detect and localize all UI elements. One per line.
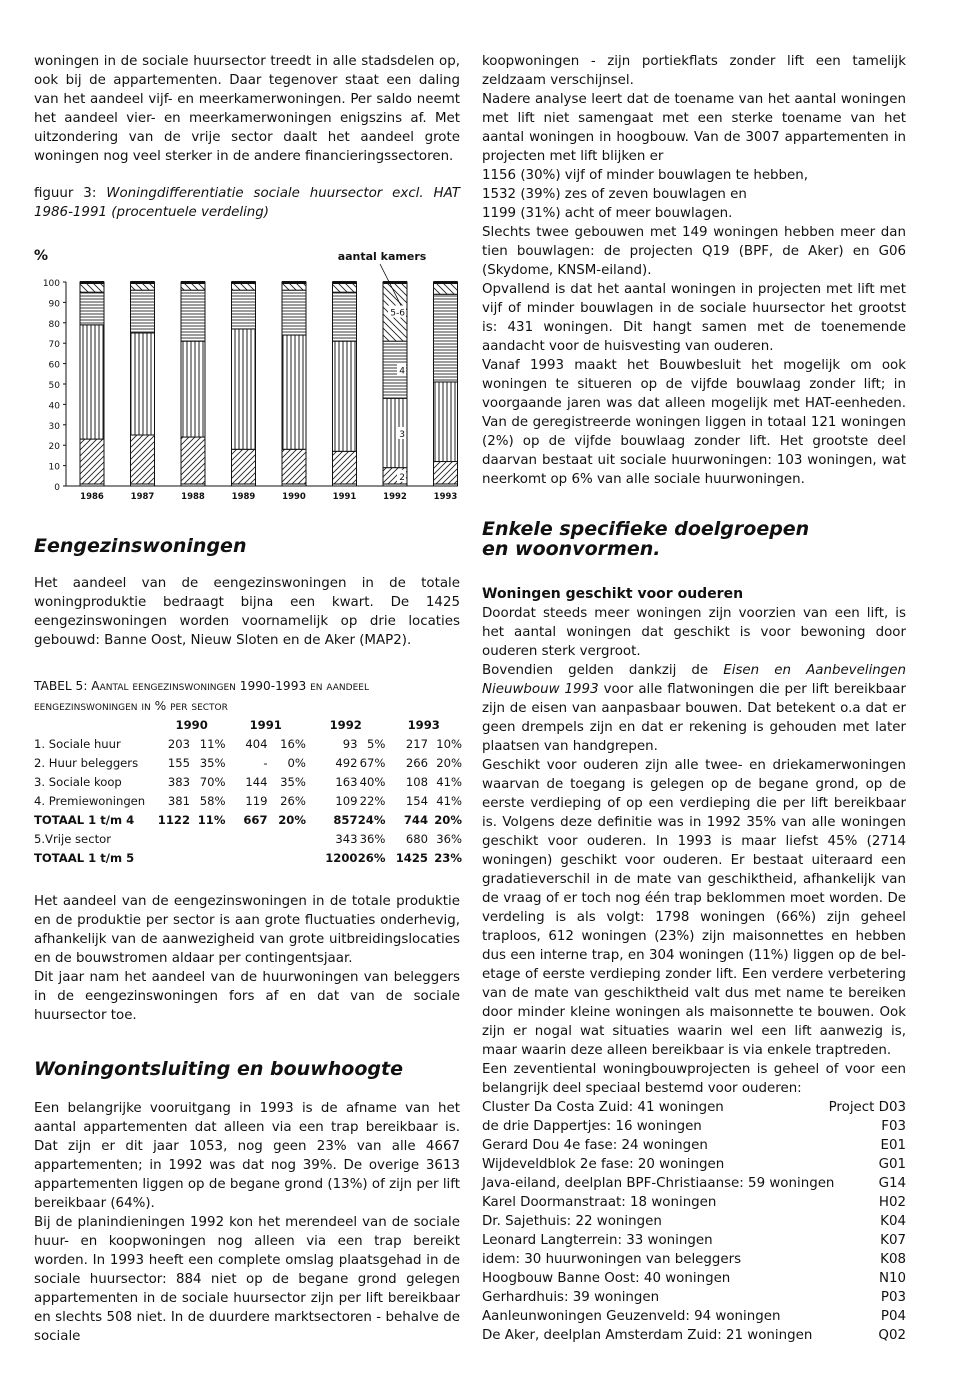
project-list-item xyxy=(482,1231,906,1250)
table-cell: 11% xyxy=(197,813,226,827)
table-cell: 93 xyxy=(342,737,358,751)
segment-label: 4 xyxy=(399,366,405,377)
paragraph: Bovendien gelden dankzij de Eisen en Aanbevelingen Nieuwbouw 1993 voor alle flatwoningen die per lift bereikbaar zijn de eisen van aanpasbaar bouwen. Dat betekent o.a dat er geen drempels zijn en dat er rekening is gehouden met later plaatsen van handgrepen. xyxy=(482,663,907,754)
project-list-item xyxy=(482,1250,906,1269)
x-tick-label: 1989 xyxy=(231,492,256,500)
project-name: idem: 30 huurwoningen van beleggers xyxy=(482,1252,742,1267)
table-cell: 680 xyxy=(405,832,429,846)
project-list-item xyxy=(482,1212,906,1231)
table-cell: 203 xyxy=(167,737,191,751)
bar-segment xyxy=(434,462,458,484)
paragraph: Het aandeel van de eengezinswoningen in de totale produktie en de produktie per sector is aan grote fluctuaties onderhevig, afhankelijk van de aanwezigheid van grote uitbreidingslocaties en de bouwstromen aldaar per contingentsjaar. xyxy=(34,894,460,966)
paragraph: Dit jaar nam het aandeel van de huurwoningen van beleggers in de eengezinswoningen fors af en dat van de sociale huursector toe. xyxy=(34,970,460,1023)
bar-cap xyxy=(383,281,407,284)
list-item: 1532 (39%) zes of zeven bouwlagen en xyxy=(482,187,747,202)
project-code: K07 xyxy=(880,1233,906,1248)
project-name: Leonard Langterrein: 33 woningen xyxy=(482,1233,713,1248)
project-code: Q02 xyxy=(878,1328,906,1343)
project-name: Aanleunwoningen Geuzenveld: 94 woningen xyxy=(482,1309,781,1324)
table-title: TABEL 5: Aantal eengezinswoningen 1990-1993 en aandeel eengezinswoningen in % per sector xyxy=(34,679,369,713)
x-tick-label: 1986 xyxy=(80,492,104,500)
bar-segment xyxy=(282,290,306,335)
paragraph: koopwoningen - zijn portiekflats zonder lift een tamelijk zeldzaam verschijnsel. xyxy=(482,54,906,88)
table-cell xyxy=(268,849,306,868)
table-cell xyxy=(226,830,268,849)
project-list-item xyxy=(482,1117,906,1136)
table-row xyxy=(34,754,462,773)
year-header: 1992 xyxy=(329,718,362,732)
table-cell: 58% xyxy=(199,794,226,808)
table-cell: 41% xyxy=(436,794,462,808)
y-tick-label: 60 xyxy=(48,360,60,371)
table-row xyxy=(34,792,462,811)
table-cell: 70% xyxy=(199,775,226,789)
x-tick-label: 1987 xyxy=(130,492,155,500)
table-cell: 40% xyxy=(359,775,386,789)
bar-cap xyxy=(181,281,205,284)
table-row xyxy=(34,735,462,754)
bar-segment xyxy=(282,449,306,484)
row-label: 3. Sociale koop xyxy=(34,775,122,789)
table-cell: 16% xyxy=(280,737,306,751)
segment-label: 5-6 xyxy=(390,308,405,319)
bar-segment xyxy=(80,292,104,325)
y-tick-label: 0 xyxy=(54,483,60,493)
project-list-item xyxy=(482,1174,906,1193)
bar-cap xyxy=(232,281,256,284)
heading-doelgroepen: Enkele specifieke doelgroepen en woonvormen. xyxy=(482,518,810,560)
paragraph: Het aandeel van de eengezinswoningen in de totale woningproduktie bedraagt bijna een kwart. De 1425 eengezinswoningen worden voornamelijk op drie locaties gebouwd: Banne Oost, Nieuw Sloten en de Aker (MAP2). xyxy=(34,576,460,648)
table-cell: 24% xyxy=(357,813,386,827)
y-tick-label: 40 xyxy=(48,401,60,412)
bar-segment xyxy=(282,335,306,449)
table-cell: 41% xyxy=(436,775,462,789)
y-tick-label: 10 xyxy=(48,462,60,473)
project-list-item xyxy=(482,1136,906,1155)
table-cell: 10% xyxy=(436,737,462,751)
table-cell: 22% xyxy=(359,794,386,808)
table-cell: 36% xyxy=(436,832,462,846)
table-cell: 26% xyxy=(357,851,386,865)
y-tick-label: 20 xyxy=(48,442,60,453)
heading-eengezinswoningen: Eengezinswoningen xyxy=(34,535,247,557)
project-list-item xyxy=(482,1326,906,1345)
table-cell: 667 xyxy=(243,813,268,827)
table-cell: 163 xyxy=(335,775,358,789)
table-cell: 20% xyxy=(278,813,306,827)
project-name: de drie Dappertjes: 16 woningen xyxy=(482,1119,702,1134)
bar-segment xyxy=(232,449,256,484)
segment-label: 2 xyxy=(399,472,405,483)
x-tick-label: 1991 xyxy=(332,492,357,500)
table-cell: 154 xyxy=(405,794,429,808)
figure-caption: figuur 3: Woningdifferentiatie sociale huursector excl. HAT 1986-1991 (procentuele verdeling) xyxy=(34,186,460,220)
project-name: Wijdeveldblok 2e fase: 20 woningen xyxy=(482,1157,725,1172)
table-cell: 26% xyxy=(280,794,306,808)
project-code: N10 xyxy=(878,1271,906,1286)
x-tick-label: 1990 xyxy=(282,492,306,500)
row-label: 2. Huur beleggers xyxy=(34,756,139,770)
stacked-bar-chart xyxy=(34,238,460,500)
table-row xyxy=(34,773,462,792)
table-cell: 35% xyxy=(199,756,226,770)
table-cell: 383 xyxy=(167,775,191,789)
list-item: 1156 (30%) vijf of minder bouwlagen te hebben, xyxy=(482,168,809,183)
bar-segment xyxy=(434,294,458,382)
year-header: 1993 xyxy=(407,718,440,732)
project-list-item xyxy=(482,1098,906,1117)
project-code: G01 xyxy=(878,1157,906,1172)
project-code: E01 xyxy=(880,1138,906,1153)
table-cell: 67% xyxy=(359,756,386,770)
bar-segment xyxy=(333,341,357,451)
table-cell: 1200 xyxy=(325,851,358,865)
bar-cap xyxy=(333,281,357,284)
y-tick-label: 90 xyxy=(48,299,60,310)
project-name: Hoogbouw Banne Oost: 40 woningen xyxy=(482,1271,731,1286)
table-cell: - xyxy=(263,756,268,770)
project-name: Java-eiland, deelplan BPF-Christiaanse: 59 woningen xyxy=(482,1176,835,1191)
bar-segment xyxy=(131,333,155,435)
project-list-item xyxy=(482,1307,906,1326)
table-row xyxy=(34,849,462,868)
bar-segment xyxy=(232,329,256,449)
table-cell: 857 xyxy=(333,813,358,827)
table-cell xyxy=(190,830,225,849)
table-5-grid xyxy=(34,716,462,868)
bar-cap xyxy=(131,281,155,284)
table-cell: 1122 xyxy=(157,813,191,827)
paragraph: Slechts twee gebouwen met 149 woningen hebben meer dan tien bouwlagen: de projecten Q19 (BPF, de Aker) en G06 (Skydome, KNSM-eiland). xyxy=(482,225,906,278)
table-cell: 119 xyxy=(245,794,268,808)
heading-woningontsluiting: Woningontsluiting en bouwhoogte xyxy=(34,1058,403,1080)
y-tick-label: 30 xyxy=(48,421,60,432)
table-cell: 36% xyxy=(359,832,386,846)
table-cell: 5% xyxy=(367,737,386,751)
segment-label: 3 xyxy=(399,429,405,440)
project-name: Gerard Dou 4e fase: 24 woningen xyxy=(482,1138,708,1153)
table-cell: 343 xyxy=(335,832,358,846)
bar-segment xyxy=(80,325,104,439)
table-cell: 20% xyxy=(436,756,462,770)
paragraph: Bij de planindieningen 1992 kon het merendeel van de sociale huur- en koopwoningen nog alleen via een trap bereikt worden. In 1993 heeft een complete omslag plaatsgehad in de sociale huursector: 884 niet op de begane grond gelegen appartementen in de sociale huursector zijn per lift bereikbaar en slechts 508 niet. In de duurdere marktsectoren - behalve de sociale xyxy=(34,1215,460,1344)
project-list-item xyxy=(482,1155,906,1174)
left-column xyxy=(34,52,460,1346)
paragraph: Een belangrijke vooruitgang in 1993 is de afname van het aantal appartementen dat alleen via een trap bereikbaar is. Dat zijn er dit jaar 1053, nog geen 23% van alle 4667 appartementen; in 1992 was dat nog 39%. De overige 3613 appartementen liggen op de begane grond (13%) of zijn per lift bereikbaar (64%). xyxy=(34,1101,460,1211)
project-name: Dr. Sajethuis: 22 woningen xyxy=(482,1214,662,1229)
paragraph: Vanaf 1993 maakt het Bouwbesluit het mogelijk om ook woningen te situeren op de vijfde bouwlaag zonder lift; in voorgaande jaren was dat alleen mogelijk met HAT-eenheden. Van de geregistreerde woningen liggen in totaal 121 woningen (2%) op de vijfde bouwlaag zonder lift. Het grootste deel daarvan bestaat uit sociale huurwoningen: 103 woningen, wat neerkomt op 6% van alle sociale huurwoningen. xyxy=(482,358,906,487)
project-list-item xyxy=(482,1269,906,1288)
table-cell: 144 xyxy=(245,775,268,789)
year-header: 1991 xyxy=(249,718,282,732)
bar-cap xyxy=(80,281,104,284)
bar-segment xyxy=(131,435,155,484)
bar-segment xyxy=(181,437,205,484)
table-cell: 20% xyxy=(434,813,462,827)
row-label: 1. Sociale huur xyxy=(34,737,121,751)
table-cell: 404 xyxy=(245,737,268,751)
table-cell: 1425 xyxy=(395,851,429,865)
project-code: P04 xyxy=(880,1309,906,1324)
row-label: 4. Premiewoningen xyxy=(34,794,146,808)
bar-segment xyxy=(333,451,357,484)
table-cell: 381 xyxy=(167,794,191,808)
row-label: TOTAAL 1 t/m 5 xyxy=(34,851,135,865)
table-5 xyxy=(34,676,460,868)
table-row xyxy=(34,811,462,830)
table-cell xyxy=(158,830,190,849)
legend-title: aantal kamers xyxy=(337,250,427,263)
figure-3-chart xyxy=(34,238,460,500)
table-cell: 744 xyxy=(403,813,429,827)
bar-segment xyxy=(131,290,155,333)
bar-segment xyxy=(181,290,205,341)
paragraph: Doordat steeds meer woningen zijn voorzien van een lift, is het aantal woningen dat geschikt is voor bewoning door ouderen sterk vergroot. xyxy=(482,606,906,659)
paragraph: Geschikt voor ouderen zijn alle twee- en driekamerwoningen waarvan de toegang is gelegen op de begane grond, op de eerste verdieping of op een verdieping die per lift bereikbaar is. Volgens deze definitie was in 1992 35% van alle woningen geschikt voor ouderen. In 1993 is maar liefst 45% (2714 woningen) geschikt voor ouderen. Er bestaat uiteraard een gradatieverschil in de mate van geschiktheid, afhankelijk van de vraag of er toch nog één trap beklommen moet worden. De verdeling is als volgt: 1798 woningen (66%) zijn geheel traploos, 612 woningen (23%) zijn maisonnettes en hebben dus een interne trap, en 304 woningen (11%) liggen op de bel-etage of eerste verdieping zonder lift. Een verdere verbetering van de mate van geschiktheid valt dus met name te bereiken door minder kleine woningen als maisonnette te bouwen. Ook zijn er nogal wat situaties waarin wel een lift aanwezig is, maar waarin deze alleen bereikbaar is via enkele traptreden. xyxy=(482,758,906,1058)
year-header: 1990 xyxy=(175,718,208,732)
table-cell: 109 xyxy=(335,794,358,808)
project-code: F03 xyxy=(881,1119,906,1134)
project-code: P03 xyxy=(880,1290,906,1305)
subheading-ouderen: Woningen geschikt voor ouderen xyxy=(482,586,744,602)
project-code: K04 xyxy=(880,1214,906,1229)
table-cell: 217 xyxy=(405,737,429,751)
paragraph: woningen in de sociale huursector treedt in alle stadsdelen op, ook bij de appartementen. Daar tegenover staat een daling van het aandeel vijf- en meerkamerwoningen. Per saldo neemt het aandeel vier- en meerkamerwoningen enigszins af. Met uitzondering van de vrije sector daalt het aandeel grote woningen nog veel sterker in de andere financieringssectoren. xyxy=(34,54,460,164)
bar-segment xyxy=(181,341,205,437)
project-list-item xyxy=(482,1193,906,1212)
list-item: 1199 (31%) acht of meer bouwlagen. xyxy=(482,206,733,221)
table-cell: 23% xyxy=(434,851,462,865)
table-row xyxy=(34,830,462,849)
x-tick-label: 1988 xyxy=(181,492,205,500)
paragraph: Nadere analyse leert dat de toename van het aantal woningen met lift niet samengaat met een sterke toename van het aantal woningen in hoogbouw. Van de 3007 appartementen in projecten met lift blijken er xyxy=(482,92,906,164)
paragraph: Een zeventiental woningbouwprojecten is geheel of voor een belangrijk deel speciaal bestemd voor ouderen: xyxy=(482,1062,906,1096)
bar-cap xyxy=(434,281,458,284)
bar-segment xyxy=(232,290,256,329)
table-cell xyxy=(226,849,268,868)
table-cell: 266 xyxy=(405,756,429,770)
table-cell: 155 xyxy=(167,756,191,770)
project-code: G14 xyxy=(878,1176,906,1191)
bar-segment xyxy=(80,439,104,484)
project-name: Cluster Da Costa Zuid: 41 woningen xyxy=(482,1100,724,1115)
bar-segment xyxy=(434,382,458,462)
y-tick-label: 100 xyxy=(42,279,60,289)
paragraph: Opvallend is dat het aantal woningen in projecten met lift met vijf of minder bouwlagen in de sociale huursector het grootst is: 431 woningen. Dit hangt samen met de toenemende aandacht voor de huisvesting van ouderen. xyxy=(482,282,906,354)
y-tick-label: 70 xyxy=(48,340,60,351)
project-name: Gerhardhuis: 39 woningen xyxy=(482,1290,660,1305)
y-tick-label: 80 xyxy=(48,319,60,330)
bar-segment xyxy=(333,292,357,341)
project-name: De Aker, deelplan Amsterdam Zuid: 21 woningen xyxy=(482,1328,813,1343)
project-list xyxy=(482,1098,906,1345)
table-cell xyxy=(158,849,190,868)
y-axis-label: % xyxy=(34,248,49,264)
x-tick-label: 1993 xyxy=(433,492,458,500)
y-tick-label: 50 xyxy=(48,381,60,391)
row-label: 5.Vrije sector xyxy=(34,832,111,846)
table-cell: 0% xyxy=(287,756,306,770)
project-name: Karel Doormanstraat: 18 woningen xyxy=(482,1195,717,1210)
right-column xyxy=(482,52,906,1345)
project-code: Project D03 xyxy=(828,1100,906,1115)
row-label: TOTAAL 1 t/m 4 xyxy=(34,813,135,827)
project-code: H02 xyxy=(878,1195,906,1210)
project-code: K08 xyxy=(880,1252,906,1267)
project-list-item xyxy=(482,1288,906,1307)
x-tick-label: 1992 xyxy=(383,492,407,500)
table-cell: 108 xyxy=(405,775,429,789)
table-cell xyxy=(268,830,306,849)
table-cell: 11% xyxy=(199,737,226,751)
table-cell xyxy=(190,849,225,868)
bar-cap xyxy=(282,281,306,284)
table-header-row xyxy=(34,716,462,735)
table-cell: 35% xyxy=(280,775,306,789)
table-cell: 492 xyxy=(335,756,358,770)
